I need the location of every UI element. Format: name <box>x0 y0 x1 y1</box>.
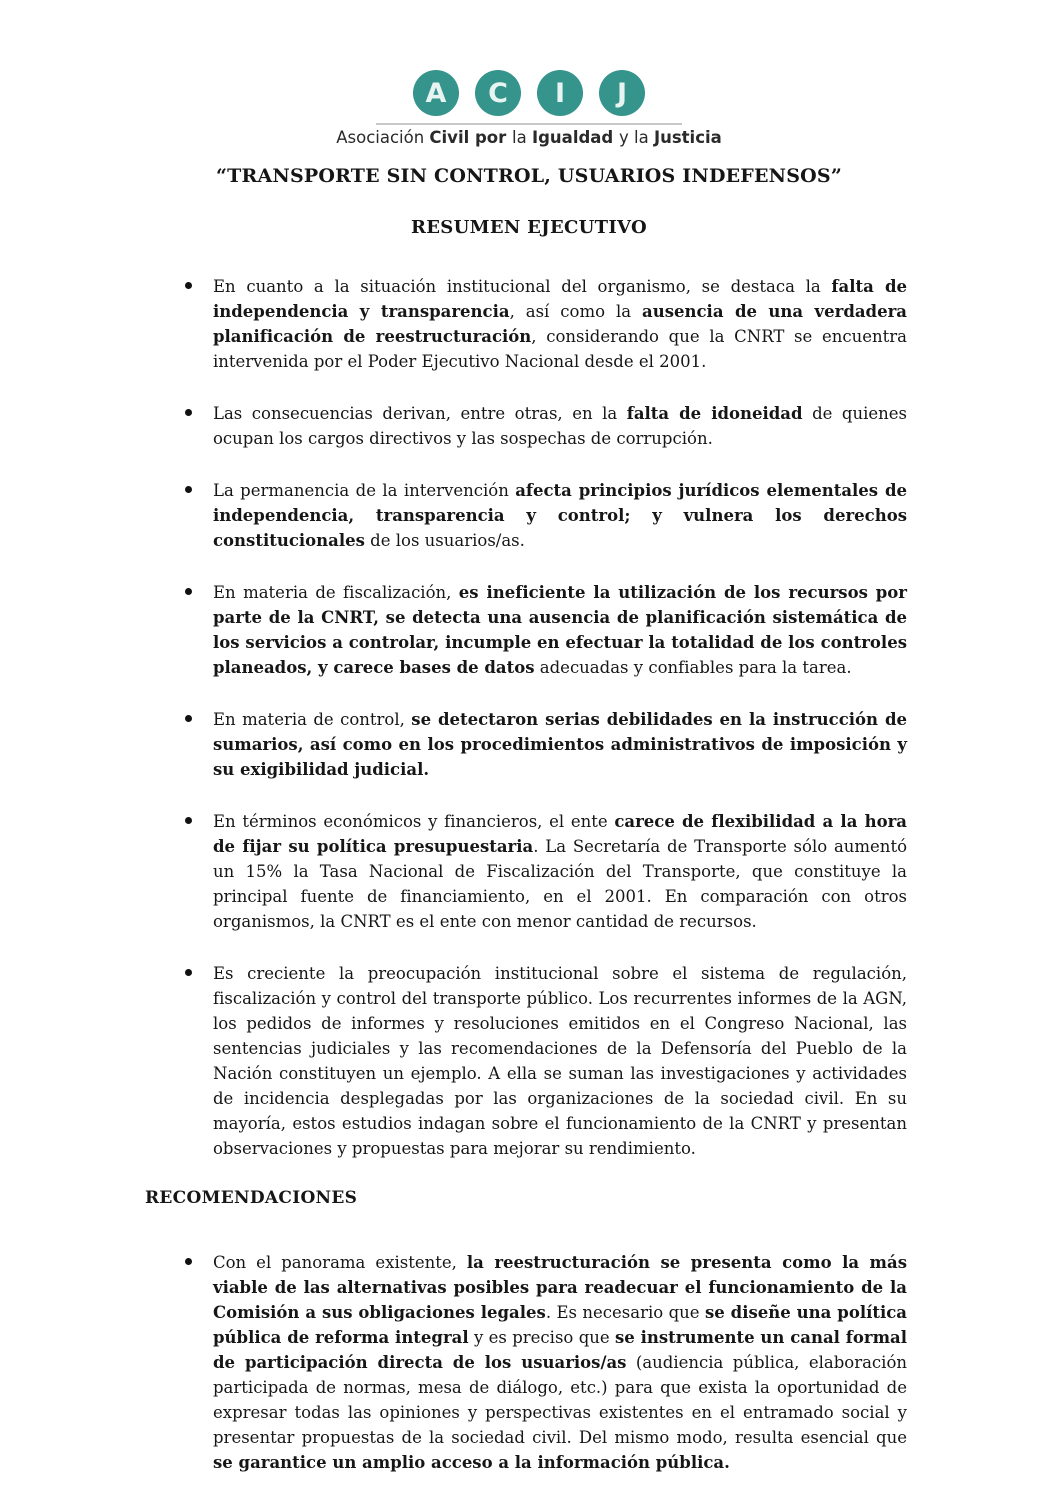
bold-text-run: carece de flexibilidad a la hora de fijar su política presupuestaria <box>213 812 907 856</box>
list-item <box>185 401 907 451</box>
bullet-icon <box>185 1258 192 1265</box>
text-run: En materia de control, <box>213 710 412 729</box>
text-run: (audiencia pública, elaboración participada de normas, mesa de diálogo, etc.) para que exista la oportunidad de expresar todas las opiniones y perspectivas existentes en el entramado social y presentar propuestas de la sociedad civil. Del mismo modo, resulta esencial que <box>213 1353 908 1447</box>
text-run: , considerando que la CNRT se encuentra intervenida por el Poder Ejecutivo Nacional desde el 2001. <box>213 327 907 371</box>
text-run: adecuadas y confiables para la tarea. <box>534 658 852 677</box>
logo-letter-circles <box>413 70 645 116</box>
bullet-icon <box>185 969 192 976</box>
logo-circle-i: I <box>537 70 583 116</box>
bold-text-run: Igualdad <box>531 128 619 147</box>
bold-text-run: Justicia <box>653 128 722 147</box>
text-run: Con el panorama existente, <box>213 1253 467 1272</box>
bold-text-run: la reestructuración se presenta como la más viable de las alternativas posibles para readecuar el funcionamiento de la Comisión a sus obligaciones legales <box>213 1253 907 1322</box>
paragraph-text <box>213 1250 907 1475</box>
text-run: . La Secretaría de Transporte sólo aumentó un 15% la Tasa Nacional de Fiscalización del Transporte, que constituye la principal fuente de financiamiento, en el 2001. En comparación con otros organismos, la CNRT es el ente con menor cantidad de recursos. <box>213 837 908 931</box>
bold-text-run: se detectaron serias debilidades en la instrucción de sumarios, así como en los procedimientos administrativos de imposición y su exigibilidad judicial. <box>213 710 907 779</box>
paragraph-text <box>213 707 907 782</box>
bold-text-run: ausencia de una verdadera planificación de reestructuración <box>213 302 907 346</box>
logo-divider-line <box>376 123 682 125</box>
paragraph-text <box>213 401 907 451</box>
list-item <box>185 707 907 782</box>
list-item <box>185 961 907 1161</box>
bold-text-run: es ineficiente la utilización de los recursos por parte de la CNRT, se detecta una ausencia de planificación sistemática de los servicios a controlar, incumple en efectuar la totalidad de los controles planeados, y carece bases de datos <box>213 583 907 677</box>
bold-text-run: se instrumente un canal formal de participación directa de los usuarios/as <box>213 1328 907 1372</box>
bullet-icon <box>185 817 192 824</box>
paragraph-text <box>213 478 907 553</box>
text-run: de los usuarios/as. <box>364 531 525 550</box>
text-run: Es creciente la preocupación institucional sobre el sistema de regulación, fiscalización y control del transporte público. Los recurrentes informes de la AGN, los pedidos de informes y resoluciones emitidos en el Congreso Nacional, las sentencias judiciales y las recomendaciones de la Defensoría del Pueblo de la Nación constituyen un ejemplo. A ella se suman las investigaciones y actividades de incidencia desplegadas por las organizaciones de la sociedad civil. En su mayoría, estos estudios indagan sobre el funcionamiento de la CNRT y presentan observaciones y propuestas para mejorar su rendimiento. <box>213 964 907 1158</box>
bold-text-run: falta de idoneidad <box>626 404 803 423</box>
bold-text-run: falta de independencia y transparencia <box>213 277 907 321</box>
text-run: Asociación <box>336 128 430 147</box>
text-run: . Es necesario que <box>545 1303 705 1322</box>
text-run: La permanencia de la intervención <box>213 481 516 500</box>
section-heading-recomendaciones: RECOMENDACIONES <box>145 1188 358 1208</box>
bullet-icon <box>185 486 192 493</box>
paragraph-text <box>213 274 907 374</box>
bold-text-run: se diseñe una política pública de reforma integral <box>213 1303 907 1347</box>
page-title: “TRANSPORTE SIN CONTROL, USUARIOS INDEFENSOS” <box>216 165 842 187</box>
text-run: En cuanto a la situación institucional del organismo, se destaca la <box>213 277 832 296</box>
logo-circle-j: J <box>599 70 645 116</box>
bold-text-run: se garantice un amplio acceso a la información pública. <box>213 1453 730 1472</box>
text-run: Las consecuencias derivan, entre otras, en la <box>213 404 627 423</box>
bullet-icon <box>185 282 192 289</box>
bullet-icon <box>185 715 192 722</box>
list-item <box>185 478 907 553</box>
text-run: y la <box>618 128 654 147</box>
recommendations-list <box>145 1250 907 1475</box>
text-run: En términos económicos y financieros, el ente <box>213 812 615 831</box>
bullet-list <box>145 274 907 1161</box>
paragraph-text <box>213 580 907 680</box>
paragraph-text <box>213 809 907 934</box>
text-run: de quienes ocupan los cargos directivos y las sospechas de corrupción. <box>213 404 908 448</box>
logo-circle-a: A <box>413 70 459 116</box>
text-run: En materia de fiscalización, <box>213 583 459 602</box>
bold-text-run: afecta principios jurídicos elementales de independencia, transparencia y control; y vulnera los derechos constitucionales <box>213 481 907 550</box>
bullet-icon <box>185 409 192 416</box>
text-run: y es preciso que <box>468 1328 615 1347</box>
bold-text-run: Civil por <box>429 128 513 147</box>
list-item <box>185 1250 907 1475</box>
list-item <box>185 274 907 374</box>
document-body <box>145 274 907 1475</box>
page-subtitle: RESUMEN EJECUTIVO <box>411 217 647 238</box>
text-run: , así como la <box>509 302 643 321</box>
list-item <box>185 580 907 680</box>
bullet-icon <box>185 588 192 595</box>
list-item <box>185 809 907 934</box>
acij-logo <box>0 0 1058 147</box>
text-run: la <box>512 128 532 147</box>
paragraph-text <box>213 961 907 1161</box>
logo-circle-c: C <box>475 70 521 116</box>
logo-subtitle <box>336 128 722 147</box>
